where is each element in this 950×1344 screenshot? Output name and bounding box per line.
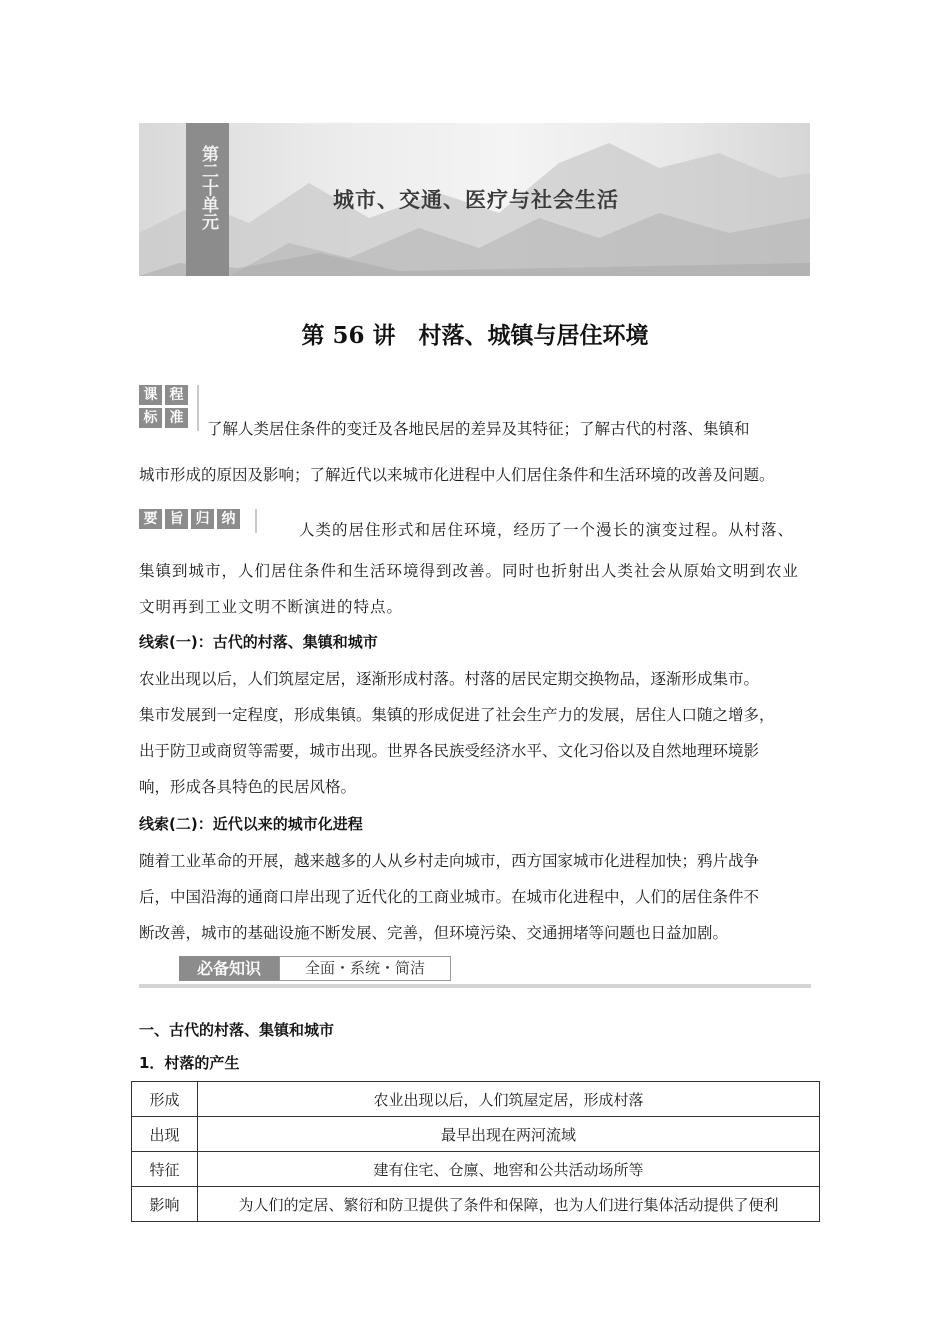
knowledge-label: 必备知识 xyxy=(179,956,279,981)
knowledge-subtitle: 全面・系统・简洁 xyxy=(279,956,451,981)
tag-char: 准 xyxy=(165,408,188,428)
table-row xyxy=(132,1117,820,1152)
tag-char: 标 xyxy=(139,408,162,428)
summary-line-1: 人类的居住形式和居住环境，经历了一个漫长的演变过程。从村落、 xyxy=(299,521,795,539)
clue2-line-3: 断改善，城市的基础设施不断发展、完善，但环境污染、交通拥堵等问题也日益加剧。 xyxy=(139,924,729,942)
clue1-line-1: 农业出现以后，人们筑屋定居，逐渐形成村落。村落的居民定期交换物品，逐渐形成集市。 xyxy=(139,670,760,688)
table-value: 建有住宅、仓廪、地窖和公共活动场所等 xyxy=(198,1152,820,1187)
table-key: 出现 xyxy=(132,1117,198,1152)
table-key: 形成 xyxy=(132,1082,198,1117)
unit-title: 城市、交通、医疗与社会生活 xyxy=(333,187,619,212)
knowledge-banner xyxy=(139,956,811,988)
knowledge-underline xyxy=(139,984,811,988)
clue1-line-4: 响，形成各具特色的民居风格。 xyxy=(139,778,357,796)
summary-line-3: 文明再到工业文明不断演进的特点。 xyxy=(139,598,404,616)
section1-heading: 一、古代的村落、集镇和城市 xyxy=(139,1021,335,1039)
curriculum-text-1: 了解人类居住条件的变迁及各地民居的差异及其特征；了解古代的村落、集镇和 xyxy=(207,420,750,438)
tag-char: 纳 xyxy=(217,509,240,529)
table-value: 为人们的定居、繁衍和防卫提供了条件和保障，也为人们进行集体活动提供了便利 xyxy=(198,1187,820,1222)
table-row xyxy=(132,1082,820,1117)
table-key: 影响 xyxy=(132,1187,198,1222)
section1-subheading: 1．村落的产生 xyxy=(139,1054,240,1072)
tag-char: 旨 xyxy=(165,509,188,529)
table-value: 最早出现在两河流域 xyxy=(198,1117,820,1152)
table-row xyxy=(132,1187,820,1222)
tag-char: 程 xyxy=(165,385,188,405)
table-value: 农业出现以后，人们筑屋定居，形成村落 xyxy=(198,1082,820,1117)
clue1-line-2: 集市发展到一定程度，形成集镇。集镇的形成促进了社会生产力的发展，居住人口随之增多， xyxy=(139,706,775,724)
unit-label: 第二十单元 xyxy=(198,145,218,230)
clue2-heading: 线索(二)：近代以来的城市化进程 xyxy=(139,815,363,833)
table-row xyxy=(132,1152,820,1187)
village-table xyxy=(131,1081,820,1222)
clue2-line-1: 随着工业革命的开展，越来越多的人从乡村走向城市，西方国家城市化进程加快；鸦片战争 xyxy=(139,852,760,870)
clue1-line-3: 出于防卫或商贸等需要，城市出现。世界各民族受经济水平、文化习俗以及自然地理环境影 xyxy=(139,742,760,760)
tag-char: 课 xyxy=(139,385,162,405)
summary-line-2: 集镇到城市，人们居住条件和生活环境得到改善。同时也折射出人类社会从原始文明到农业 xyxy=(139,562,800,580)
tag-char: 要 xyxy=(139,509,162,529)
curriculum-tag xyxy=(139,385,188,428)
table-key: 特征 xyxy=(132,1152,198,1187)
clue1-heading: 线索(一)：古代的村落、集镇和城市 xyxy=(139,633,378,651)
tag-divider xyxy=(255,509,257,533)
clue2-line-2: 后，中国沿海的通商口岸出现了近代化的工商业城市。在城市化进程中，人们的居住条件不 xyxy=(139,888,760,906)
lesson-title: 第 56 讲 村落、城镇与居住环境 xyxy=(301,322,649,349)
summary-tag xyxy=(139,509,240,529)
tag-char: 归 xyxy=(191,509,214,529)
curriculum-text-2: 城市形成的原因及影响；了解近代以来城市化进程中人们居住条件和生活环境的改善及问题。 xyxy=(139,466,775,484)
tag-divider xyxy=(197,385,199,431)
